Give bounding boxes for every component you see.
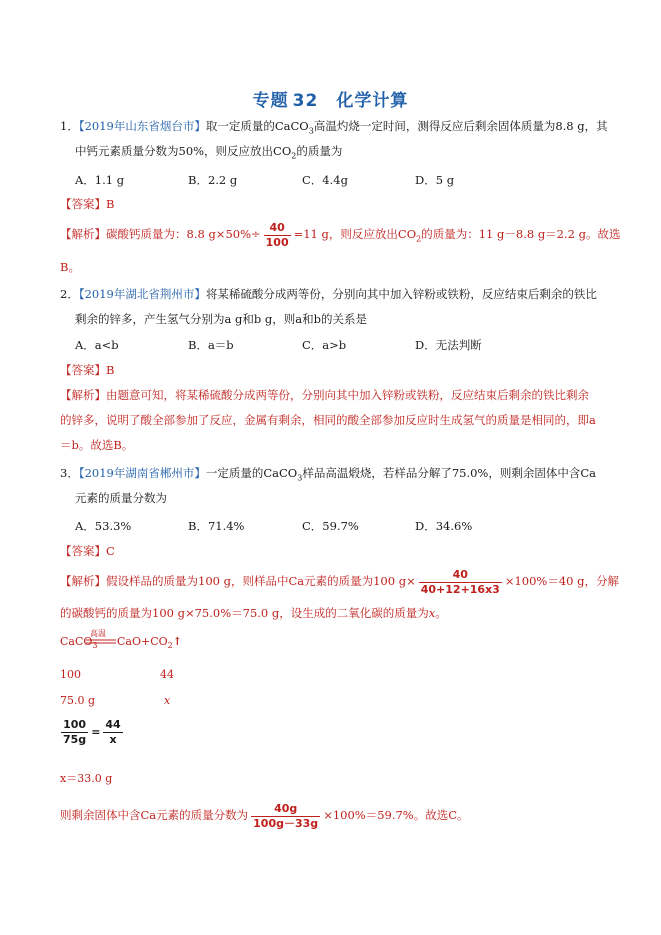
q1-number: 1． <box>60 119 79 133</box>
q3-frac1-den: 40+12+16x3 <box>420 582 500 596</box>
q1-option-b: B．2.2 g <box>188 173 238 187</box>
q3-final-text: 则剩余固体中含Ca元素的质量分数为 <box>60 808 249 822</box>
q3-frac2-num: 40g <box>251 802 320 817</box>
title-number: 32 <box>292 91 319 111</box>
title-text: 化学计算 <box>336 91 409 111</box>
proportion <box>58 718 126 747</box>
q2-analysis-line1 <box>60 387 589 403</box>
q2-answer <box>60 362 114 378</box>
q3-option-c: C．59.7% <box>302 519 359 533</box>
q1-analysis-line2: B。 <box>60 260 80 274</box>
q3-variable-x: x <box>428 606 436 620</box>
equation-condition: 高温 <box>90 629 106 638</box>
equation-right <box>117 635 182 650</box>
q3-stem-text: 一定质量的CaCO <box>205 466 298 480</box>
q2-stem-text: 将某稀硫酸分成两等份，分别向其中加入锌粉或铁粉，反应结束后剩余的铁比 <box>205 287 597 301</box>
q3-analysis-text: 假设样品的质量为100 g，则样品中Ca元素的质量为100 g× <box>106 574 416 588</box>
q3-sub: 3 <box>297 473 303 483</box>
q3-answer-value: C <box>106 544 115 558</box>
prop-den-right: x <box>109 733 117 746</box>
ratio-row1-left: 100 <box>60 668 81 681</box>
prop-num-left: 100 <box>61 718 88 733</box>
q3-stem-line2: 元素的质量分数为 <box>75 491 167 505</box>
q3-analysis-line2-end: 。 <box>435 606 447 620</box>
q3-option-b: B．71.4% <box>188 519 245 533</box>
q3-stem-line1 <box>60 465 596 486</box>
q3-final <box>60 800 469 831</box>
q1-option-a: A．1.1 g <box>75 173 125 187</box>
q1-stem-text: 取一定质量的CaCO <box>205 119 309 133</box>
q2-stem-line2: 剩余的锌多，产生氢气分别为a g和b g，则a和b的关系是 <box>75 312 367 326</box>
q3-final-text-b: ×100%＝59.7%。故选C。 <box>323 808 469 822</box>
q1-analysis <box>60 220 620 253</box>
q3-analysis-line1 <box>60 566 619 597</box>
q1-analysis-sub: 2 <box>416 234 422 244</box>
q1-sub2: 2 <box>291 151 297 161</box>
equation-right-sub: 2 <box>167 641 173 651</box>
q3-frac2-den: 100g－33g <box>253 816 319 830</box>
q1-analysis-text-c: 的质量为：11 g－8.8 g＝2.2 g。故选 <box>421 227 621 241</box>
q2-source: 【2019年湖北省荆州市】 <box>78 287 206 301</box>
q1-answer-value: B <box>106 197 115 211</box>
q3-stem-text-b: 样品高温煅烧，若样品分解了75.0%，则剩余固体中含Ca <box>302 466 597 480</box>
q2-analysis-line3: ＝b。故选B。 <box>60 438 134 452</box>
q3-number: 3． <box>60 466 79 480</box>
q2-option-d: D．无法判断 <box>415 338 482 352</box>
q3-analysis-line2-text: 的碳酸钙的质量为100 g×75.0%＝75.0 g，设生成的二氧化碳的质量为 <box>60 606 429 620</box>
q2-number: 2． <box>60 287 79 301</box>
q2-analysis-line2: 的锌多，说明了酸全部参加了反应，金属有剩余，相同的酸全部参加反应时生成氢气的质量是相同的，即a <box>60 413 596 427</box>
prop-den-left: 75g <box>63 733 87 746</box>
q3-option-a: A．53.3% <box>75 519 132 533</box>
q3-frac1-num: 40 <box>419 568 502 583</box>
page-title <box>0 86 661 111</box>
q3-analysis-text-b: ×100%＝40 g，分解 <box>504 574 620 588</box>
gas-arrow-icon: ↑ <box>172 635 182 648</box>
q1-frac-den: 100 <box>265 235 289 249</box>
q1-option-d: D．5 g <box>415 173 455 187</box>
q2-answer-label: 【答案】 <box>60 363 106 377</box>
q1-analysis-label: 【解析】 <box>60 227 106 241</box>
title-prefix: 专题 <box>252 91 289 111</box>
q1-stem-line2-end: 的质量为 <box>296 144 343 158</box>
q2-option-c: C．a>b <box>302 338 347 352</box>
q2-stem-line1 <box>60 286 597 302</box>
q3-analysis-line2 <box>60 605 447 621</box>
proportion-right <box>103 718 122 747</box>
q1-answer <box>60 196 114 212</box>
equation-left-sub: 3 <box>92 641 98 651</box>
equation-right-text: CaO+CO <box>117 635 168 648</box>
q2-analysis-text: 由题意可知，将某稀硫酸分成两等份，分别向其中加入锌粉或铁粉，反应结束后剩余的铁比剩余 <box>106 388 589 402</box>
equation-left-text: CaCO <box>60 635 93 648</box>
q1-option-c: C．4.4g <box>302 173 348 187</box>
q3-fraction-1 <box>419 568 502 597</box>
ratio-row2-left: 75.0 g <box>60 694 96 707</box>
q3-source: 【2019年湖南省郴州市】 <box>78 466 206 480</box>
proportion-left <box>61 718 88 747</box>
q2-option-b: B．a＝b <box>188 338 234 352</box>
q3-option-d: D．34.6% <box>415 519 473 533</box>
q3-analysis-label: 【解析】 <box>60 574 106 588</box>
prop-equals: = <box>91 725 101 739</box>
q2-analysis-label: 【解析】 <box>60 388 106 402</box>
q2-option-a: A．a<b <box>75 338 119 352</box>
q2-answer-value: B <box>106 363 115 377</box>
q3-fraction-2 <box>251 802 320 831</box>
q1-analysis-text-b: =11 g，则反应放出CO <box>293 227 417 241</box>
q1-sub: 3 <box>308 126 314 136</box>
q1-frac-num: 40 <box>264 221 291 236</box>
prop-num-right: 44 <box>105 718 121 731</box>
ratio-row1-right: 44 <box>160 668 174 681</box>
q3-answer <box>60 543 115 559</box>
q1-stem-line2-text: 中钙元素质量分数为50%，则反应放出CO <box>75 144 292 158</box>
ratio-row2-right: x <box>164 694 171 707</box>
q1-answer-label: 【答案】 <box>60 197 106 211</box>
q1-source: 【2019年山东省烟台市】 <box>78 119 206 133</box>
q1-stem-line2 <box>75 143 342 164</box>
q1-stem-line1 <box>60 118 608 139</box>
q1-analysis-text: 碳酸钙质量为：8.8 g×50%÷ <box>106 227 261 241</box>
x-result: x＝33.0 g <box>60 772 113 785</box>
q3-answer-label: 【答案】 <box>60 544 106 558</box>
q1-fraction <box>264 221 291 250</box>
q1-stem-text-b: 高温灼烧一定时间，测得反应后剩余固体质量为8.8 g，其 <box>313 119 608 133</box>
equation-left <box>60 635 98 650</box>
